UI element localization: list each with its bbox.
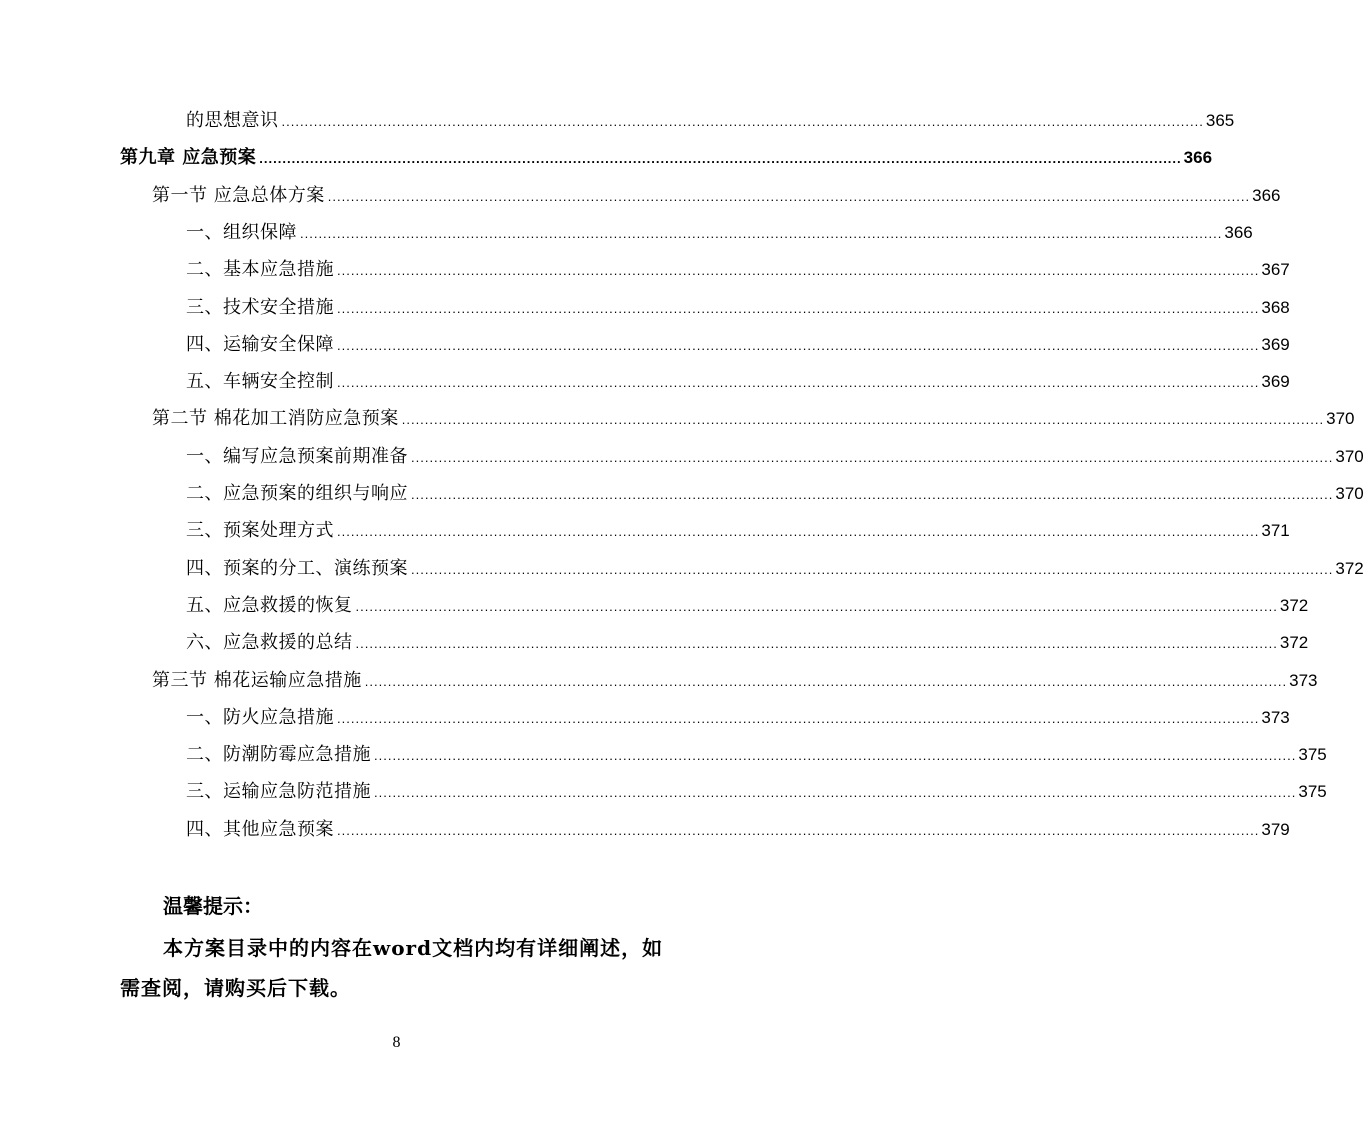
toc-entry-page: 366 <box>1252 185 1281 205</box>
toc-section-row[interactable] <box>152 662 1318 692</box>
toc-item-row[interactable] <box>186 289 1290 319</box>
toc-entry-title: 二、防潮防霉应急措施 <box>186 744 371 766</box>
toc-entry-title: 四、其他应急预案 <box>186 818 334 840</box>
toc-item-row[interactable] <box>186 475 1364 505</box>
toc-dot-leader: ........................................................................................................................................................................................................ <box>281 114 1204 129</box>
toc-entry-page: 375 <box>1298 782 1327 802</box>
toc-dot-leader: ........................................................................................................................................................................................................ <box>300 225 1223 241</box>
toc-dot-leader: ........................................................................................................................................................................................................ <box>355 598 1278 614</box>
toc-entry-page: 365 <box>1205 111 1235 130</box>
toc-entry-title: 第一节 应急总体方案 <box>152 184 325 206</box>
toc-entry-page: 375 <box>1298 745 1327 765</box>
toc-entry-title: 第二节 棉花加工消防应急预案 <box>152 408 399 430</box>
toc-entry-page: 370 <box>1335 484 1364 503</box>
toc-dot-leader: ........................................................................................................................................................................................................ <box>355 636 1278 652</box>
toc-entry-title: 一、组织保障 <box>186 221 297 243</box>
toc-entry-title: 四、运输安全保障 <box>186 333 334 355</box>
toc-item-row[interactable] <box>186 363 1290 393</box>
toc-entry-page: 366 <box>1183 148 1213 168</box>
toc-item-row[interactable] <box>186 214 1253 244</box>
toc-item-row[interactable] <box>186 587 1309 617</box>
toc-item-row[interactable] <box>186 699 1290 729</box>
toc-dot-leader: ........................................................................................................................................................................................................ <box>401 412 1325 428</box>
toc-entry-page: 369 <box>1261 372 1290 392</box>
toc-dot-leader: ........................................................................................................................................................................................................ <box>337 337 1260 353</box>
toc-item-row[interactable] <box>186 550 1364 580</box>
toc-dot-leader: ........................................................................................................................................................................................................ <box>411 561 1334 577</box>
toc-entry-title: 五、应急救援的恢复 <box>186 594 353 616</box>
toc-dot-leader: ........................................................................................................................................................................................................ <box>374 785 1297 801</box>
toc-dot-leader: ........................................................................................................................................................................................................ <box>337 524 1260 540</box>
toc-item-row[interactable] <box>186 438 1364 468</box>
toc-entry-page: 366 <box>1224 222 1253 242</box>
toc-dot-leader: ........................................................................................................................................................................................................ <box>337 822 1260 838</box>
toc-item-row[interactable] <box>186 512 1290 542</box>
toc-entry-title: 五、车辆安全控制 <box>186 371 334 393</box>
toc-entry-title: 一、防火应急措施 <box>186 706 334 728</box>
toc-entry-title: 六、应急救援的总结 <box>186 632 353 654</box>
toc-entry-page: 370 <box>1326 409 1355 429</box>
toc-dot-leader: ........................................................................................................................................................................................................ <box>364 673 1288 689</box>
toc-item-row[interactable] <box>186 811 1290 841</box>
toc-item-row[interactable] <box>186 251 1290 281</box>
toc-entry-title: 一、编写应急预案前期准备 <box>186 445 408 467</box>
toc-item-row[interactable] <box>186 326 1290 356</box>
toc-entry-title: 第三节 棉花运输应急措施 <box>152 669 362 691</box>
toc-dot-leader: ........................................................................................................................................................................................................ <box>327 188 1251 204</box>
toc-entry-title: 三、预案处理方式 <box>186 520 334 542</box>
toc-entry-page: 373 <box>1261 707 1290 727</box>
toc-item-row[interactable] <box>186 773 1327 803</box>
toc-entry-title: 四、预案的分工、演练预案 <box>186 557 408 579</box>
toc-entry-page: 379 <box>1261 819 1290 839</box>
toc-entry-title: 二、基本应急措施 <box>186 259 334 281</box>
toc-item-row[interactable] <box>186 102 1235 132</box>
toc-dot-leader: ........................................................................................................................................................................................................ <box>337 263 1260 279</box>
toc-entry-title: 二、应急预案的组织与响应 <box>186 483 408 504</box>
toc-entry-page: 373 <box>1289 670 1318 690</box>
page-number: 8 <box>392 1034 401 1051</box>
toc-entry-title: 第九章 应急预案 <box>120 147 257 169</box>
toc-entry-page: 372 <box>1335 558 1364 578</box>
toc-dot-leader: ........................................................................................................................................................................................................ <box>337 375 1260 391</box>
toc-dot-leader: ........................................................................................................................................................................................................ <box>411 449 1334 465</box>
toc-item-row[interactable] <box>186 736 1327 766</box>
toc-dot-leader: ........................................................................................................................................................................................................ <box>337 710 1260 726</box>
toc-entry-page: 369 <box>1261 334 1290 354</box>
toc-chapter-row[interactable] <box>120 139 1213 169</box>
toc-dot-leader: ........................................................................................................................................................................................................ <box>374 748 1297 764</box>
toc-dot-leader: ........................................................................................................................................................................................................ <box>259 151 1182 167</box>
toc-dot-leader: ........................................................................................................................................................................................................ <box>411 487 1334 502</box>
toc-entry-page: 370 <box>1335 446 1364 466</box>
toc-entry-page: 372 <box>1279 595 1309 615</box>
toc-dot-leader: ........................................................................................................................................................................................................ <box>337 300 1260 316</box>
toc-entry-title: 的思想意识 <box>186 110 279 131</box>
toc-entry-page: 371 <box>1261 521 1290 541</box>
notice-body: 本方案目录中的内容在word文档内均有详细阐述，如需查阅，请购买后下载。 <box>120 936 664 1000</box>
toc-item-row[interactable] <box>186 624 1309 654</box>
toc-entry-page: 368 <box>1261 297 1290 317</box>
toc-section-row[interactable] <box>152 177 1281 207</box>
toc-section-row[interactable] <box>152 400 1355 430</box>
toc-entry-title: 三、运输应急防范措施 <box>186 781 371 803</box>
toc-entry-page: 367 <box>1261 260 1290 280</box>
notice-title: 温馨提示： <box>163 894 263 918</box>
toc-entry-title: 三、技术安全措施 <box>186 296 334 318</box>
toc-entry-page: 372 <box>1279 633 1309 653</box>
